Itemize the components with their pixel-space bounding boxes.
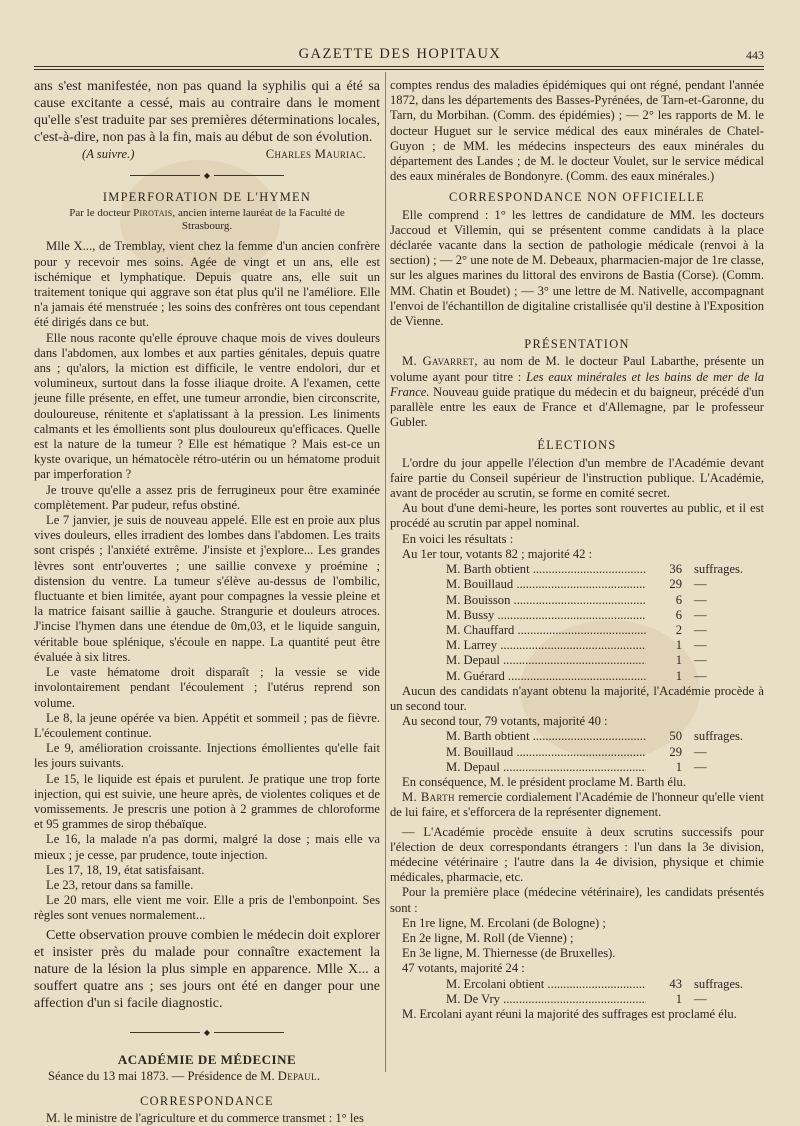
header-rule-top <box>34 66 764 67</box>
elections-title: ÉLECTIONS <box>537 438 617 453</box>
article-byline <box>46 207 368 233</box>
vote-row: M. Barth obtient ..... 36 suffrages. <box>446 562 764 577</box>
ornament-divider: ◆ <box>34 166 380 184</box>
to-be-continued: (A suivre.) <box>82 147 135 161</box>
vote-row: M. Bouillaud ..... 29 — <box>446 577 764 592</box>
correspondents-paragraph: — L'Académie procède ensuite à deux scrutins successifs pour l'élection de deux correspondants étrangers : l'un dans la 3e division, médecine vétérinaire ; l'autre dans la 4e division, physique et chimie médicales, pharmacie, etc. <box>390 824 764 885</box>
vote-row: M. Bussy ..... 6 — <box>446 608 764 623</box>
right-column <box>390 78 764 1022</box>
article-paragraph: Le 20 mars, elle vient me voir. Elle a pris de l'embonpoint. Ses règles sont venues normalement... <box>34 893 380 923</box>
article-paragraph: Elle nous raconte qu'elle éprouve chaque mois de vives douleurs dans l'abdomen, aux lombes et aux parties génitales, depuis quatre ans ; qu'alors, la miction est difficile, le ventre endolori, dur et volumineux, surtout dans la fosse iliaque droite. A l'examen, cette jeune fille présente, en effet, une tumeur arrondie, bien circonscrite, douloureuse, rénitente et s'aplatissant à la pression. Les liniments calmants et les émollients sont plus douloureux qu'efficaces. Quelle est la nature de la tumeur ? Elle est hématique ? Mais est-ce un kyste ovarique, un hématocèle rétro-utérin ou un hématome produit par imperforation ? <box>34 330 380 482</box>
corr-nonofficielle-text: Elle comprend : 1° les lettres de candidature de MM. les docteurs Jaccoud et Villemin, qui se présentent comme candidats à la place déclarée vacante dans la section de pathologie médicale (renvoi à la section) ; — 2° une note de M. Debeaux, pharmacien-major de 1re classe, sur les algues marines du littoral des environs de Bastia (Corse). (Comm. MM. Chatin et Boudet) ; — 3° une lettre de M. Nativelle, accompagnant l'envoi de l'échantillon de digitaline cristallisée qu'il destine à l'Exposition de Vienne. <box>390 207 764 329</box>
candidate-line: En 2e ligne, M. Roll (de Vienne) ; <box>402 930 574 945</box>
continuation-paragraph: comptes rendus des maladies épidémiques qui ont régné, pendant l'année 1872, dans les départements des Basses-Pyrénées, de Tarn-et-Garonne, du Tarn, du Morbihan. (Comm. des épidémies) ; — 2° les rapports de M. le docteur Huguet sur le service médical des eaux minérales de Chatel-Guyon ; de MM. les médecins inspecteurs des eaux minérales du département des Landes ; de M. le docteur Voulet, sur le service médical des eaux minérales de Bondonyre. (Comm. des eaux minérales.) <box>390 78 764 184</box>
header-rule-bottom <box>34 69 764 70</box>
article-paragraph: Le 8, la jeune opérée va bien. Appétit et sommeil ; pas de fièvre. L'écoulement continue. <box>34 710 380 740</box>
first-place-paragraph: Pour la première place (médecine vétérinaire), les candidats présentés sont : <box>390 885 764 915</box>
vote-row: M. Chauffard ..... 2 — <box>446 623 764 638</box>
article-paragraph: Le vaste hématome droit disparaît ; la vessie se vide involontairement pendant l'écoulement ; l'utérus reprend son volume. <box>34 665 380 710</box>
byline-name: Pirotais <box>133 207 173 220</box>
page-header <box>34 44 766 66</box>
article-paragraph: Je trouve qu'elle a assez pris de ferrugineux pour être examinée complètement. Par pudeur, refus obstiné. <box>34 482 380 512</box>
left-column <box>34 78 380 1126</box>
column-divider <box>385 72 386 1072</box>
elections-paragraph: L'ordre du jour appelle l'élection d'un membre de l'Académie devant faire partie du Conseil supérieur de l'instruction publique. L'Académie, avant de procéder au scrutin, se forme en comité secret. <box>390 455 764 501</box>
vote-row: M. Depaul ..... 1 — <box>446 760 764 775</box>
vote-row: M. Depaul ..... 1 — <box>446 653 764 668</box>
byline-prefix: Par le docteur <box>69 207 131 220</box>
round3-results <box>446 977 764 1007</box>
votants-line: 47 votants, majorité 24 : <box>402 961 525 976</box>
candidate-list <box>390 916 764 977</box>
final-paragraph: M. Ercolani ayant réuni la majorité des suffrages est proclamé élu. <box>402 1006 737 1021</box>
vote-row: M. Guérard ..... 1 — <box>446 669 764 684</box>
section-title: ACADÉMIE DE MÉDECINE <box>117 1051 297 1067</box>
round2-intro: Au second tour, 79 votants, majorité 40 : <box>402 714 608 729</box>
vote-row: M. Bouillaud ..... 29 — <box>446 745 764 760</box>
vote-row: M. Bouisson ..... 6 — <box>446 593 764 608</box>
article-paragraph: Le 9, amélioration croissante. Injections émollientes qu'elle fait les jours suivants. <box>34 741 380 771</box>
elections-paragraph: Au bout d'une demi-heure, les portes sont rouvertes au public, et il est procédé au scrutin par appel nominal. <box>390 501 764 531</box>
article-paragraph: Le 16, la malade n'a pas dormi, malgré la dose ; mais elle va mieux ; je cesse, par prudence, toute injection. <box>34 832 380 862</box>
journal-title: GAZETTE DES HOPITAUX <box>298 46 502 62</box>
vote-row: M. De Vry ..... 1 — <box>446 992 764 1007</box>
proclamation: En conséquence, M. le président proclame M. Barth élu. <box>402 774 686 789</box>
conclusion-paragraph: Cette observation prouve combien le médecin doit explorer et insister près du malade pour connaître exactement la nature de la lésion la plus simple en apparence. Mlle X... a souffert quatre ans ; ses jours ont été en danger pour une affection d'un si facile diagnostic. <box>34 927 380 1011</box>
vote-row: M. Larrey ..... 1 — <box>446 638 764 653</box>
presentation-title: PRÉSENTATION <box>524 337 630 352</box>
round1-after: Aucun des candidats n'ayant obtenu la majorité, l'Académie procède à un second tour. <box>390 683 764 713</box>
article-title: IMPERFORATION DE L'HYMEN <box>102 190 312 205</box>
article-paragraph: Les 17, 18, 19, état satisfaisant. <box>46 862 205 877</box>
barth-thanks: M. Barth remercie cordialement l'Académie de l'honneur qu'elle vient de lui faire, et s'efforcera de la représenter dignement. <box>390 790 764 820</box>
article-paragraph: Le 15, le liquide est épais et purulent. Je pratique une trop forte injection, qui est suivie, une heure après, de violentes coliques et de vomissements. Je prescris une potion à 2 grammes de chloroforme et 95 grammes de sirop thébaïque. <box>34 771 380 832</box>
book-title: Les eaux minérales et les bains de mer de la France. <box>390 369 765 399</box>
correspondance-title: CORRESPONDANCE <box>140 1093 274 1108</box>
page-number: 443 <box>746 48 764 62</box>
vote-row: M. Ercolani obtient ..... 43 suffrages. <box>446 977 764 992</box>
candidate-line: En 3e ligne, M. Thiernesse (de Bruxelles). <box>402 946 616 961</box>
candidate-line: En 1re ligne, M. Ercolani (de Bologne) ; <box>402 915 606 930</box>
author-name: Charles Mauriac. <box>265 147 366 161</box>
correspondance-start: M. le ministre de l'agriculture et du commerce transmet : 1° les <box>46 1111 364 1126</box>
presenter-name: M. Gavarret, <box>402 354 478 369</box>
vote-row: M. Barth obtient ..... 50 suffrages. <box>446 729 764 744</box>
article-paragraph: Le 23, retour dans sa famille. <box>46 877 194 892</box>
ornament-divider: ◆ <box>34 1024 380 1042</box>
corr-nonofficielle-title: CORRESPONDANCE NON OFFICIELLE <box>449 190 705 205</box>
intro-paragraph: ans s'est manifestée, non pas quand la syphilis qui a été sa cause excitante a cessé, mais au contraire dans le moment qu'elle s'est traduite par ses premières déterminations locales, c'est-à-dire, non pas à la fin, mais au début de son évolution. <box>34 79 380 145</box>
results-intro: En voici les résultats : <box>402 531 514 546</box>
seance-line <box>34 1069 380 1084</box>
presentation-paragraph: M. Gavarret, au nom de M. le docteur Paul Labarthe, présente un volume ayant pour titre : Les eaux minérales et les bains de mer de la France. Nouveau guide pratique du médecin et du baigneur, précédé d'un parallèle entre les eaux de France et d'Allemagne, par le professeur Gubler. <box>390 354 765 430</box>
round2-results <box>446 729 764 775</box>
round1-intro: Au 1er tour, votants 82 ; majorité 42 : <box>402 546 593 561</box>
round1-results <box>446 562 764 684</box>
seance-text: Séance du 13 mai 1873. — Présidence de M. <box>48 1068 275 1083</box>
signature-line <box>34 147 380 162</box>
seance-president: Depaul. <box>277 1068 321 1083</box>
byline-rest: , ancien interne lauréat de la Faculté de Strasbourg. <box>172 207 345 233</box>
article-paragraph: Mlle X..., de Tremblay, vient chez la femme d'un ancien confrère pour y recevoir mes soins. Agée de vingt et un ans, elle est ischémique et lymphatique. Depuis quatre ans, elle suit un traitement tonique qui aggrave son état plus qu'il ne l'améliore. Elle n'a jamais été menstruée ; les soins des confrères ont tous cependant été dirigés dans ce but. <box>34 239 380 330</box>
article-paragraph: Le 7 janvier, je suis de nouveau appelé. Elle est en proie aux plus vives douleurs, elles irradient des lombes dans l'abdomen. Les traits sont crispés ; l'anxiété extrême. J'insiste et j'explore... Les grandes lèvres sont entr'ouvertes ; une saillie convexe y proémine ; distension du ventre. La tumeur s'élève au-dessus de l'ombilic, fluctuante et bien limitée, ayant pour compagnes la vessie pleine et la matrice faisant saillie à gauche. Strangurie et douleurs atroces. J'incise l'hymen dans une étendue de 0m,03, et le liquide sanguin, véritable boue splénique, s'écoule en nappe. La quantité peut être évaluée à six litres. <box>34 513 380 664</box>
